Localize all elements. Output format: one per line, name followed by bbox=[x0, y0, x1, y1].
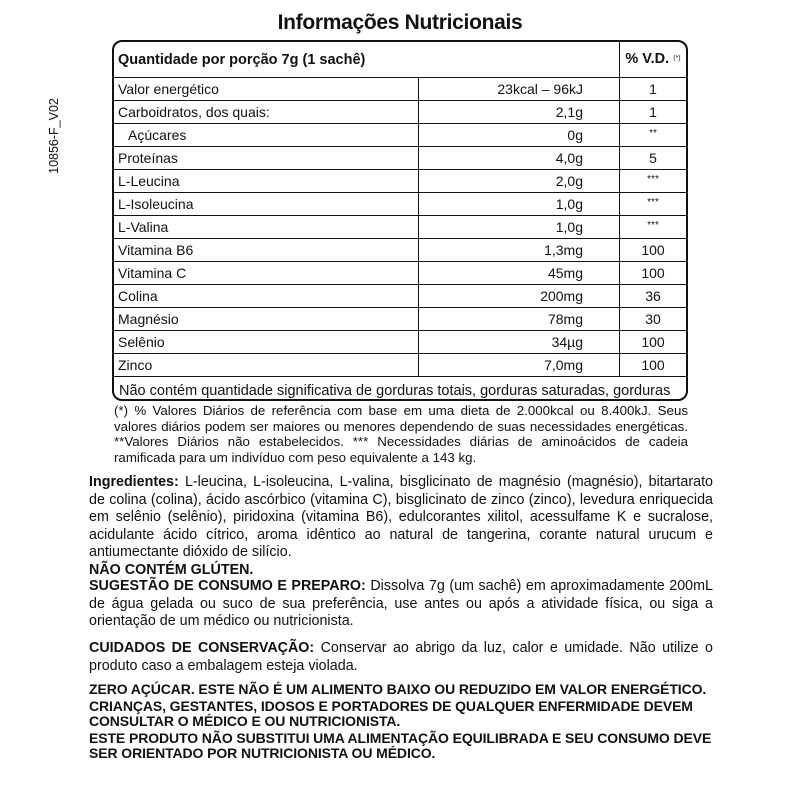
nutrient-row bbox=[114, 285, 686, 308]
table-note: Não contém quantidade significativa de gorduras totais, gorduras saturadas, gorduras bbox=[119, 383, 671, 399]
nutrient-row bbox=[114, 147, 686, 170]
nutrient-vd: 1 bbox=[620, 101, 687, 124]
nutrition-table bbox=[112, 40, 688, 401]
suggestion-section bbox=[89, 578, 713, 631]
nutrient-row bbox=[114, 216, 686, 239]
nutrient-name: Carboidratos, dos quais: bbox=[114, 101, 419, 124]
product-code: 10856-F_V02 bbox=[47, 98, 61, 174]
care-label: CUIDADOS DE CONSERVAÇÃO: bbox=[89, 640, 315, 656]
table-note-row bbox=[114, 377, 686, 402]
care-section bbox=[89, 640, 713, 675]
nutrient-name: Zinco bbox=[114, 354, 419, 377]
ingredients-section bbox=[89, 474, 713, 579]
nutrient-row bbox=[114, 331, 686, 354]
nutrient-row bbox=[114, 354, 686, 377]
nutrient-name: Valor energético bbox=[114, 78, 419, 101]
nutrient-vd: 36 bbox=[620, 285, 687, 308]
warnings-section bbox=[89, 682, 713, 763]
suggestion-label: SUGESTÃO DE CONSUMO E PREPARO: bbox=[89, 578, 366, 594]
vd-header-label: % V.D. bbox=[625, 51, 670, 68]
suggestion-text: Dissolva 7g (um sachê) em aproximadamente 200mL de água gelada ou suco de sua preferência, use antes ou após a atividade física, ou siga a orientação de um médico ou nutricionista. bbox=[89, 578, 713, 629]
nutrient-vd: 100 bbox=[620, 262, 687, 285]
warning-line: CRIANÇAS, GESTANTES, IDOSOS E PORTADORES DE QUALQUER ENFERMIDADE DEVEM CONSULTAR O MÉDICO E OU NUTRICIONISTA. bbox=[89, 697, 693, 729]
ingredients-text: L-leucina, L-isoleucina, L-valina, bisglicinato de magnésio (magnésio), bitartarato de colina (colina), ácido ascórbico (vitamina C), bisglicinato de zinco (zinco), levedura enriquecida em selênio (selênio), piridoxina (vitamina B6), edulcorantes xilitol, acessulfame K e sucralose, acidulante ácido cítrico, aroma idêntico ao natural de tangerina, corante natural urucum e antiumectante dióxido de silício. bbox=[89, 474, 713, 560]
nutrient-vd: 100 bbox=[620, 239, 687, 262]
nutrient-row bbox=[114, 170, 686, 193]
nutrient-vd: 1 bbox=[620, 78, 687, 101]
nutrient-vd: ** bbox=[620, 124, 687, 147]
nutrient-row bbox=[114, 239, 686, 262]
nutrient-name: L-Isoleucina bbox=[114, 193, 419, 216]
nutrient-amount: 4,0g bbox=[419, 147, 620, 170]
nutrient-amount: 7,0mg bbox=[419, 354, 620, 377]
daily-values-footnote: (*) % Valores Diários de referência com base em uma dieta de 2.000kcal ou 8.400kJ. Seus valores diários podem ser maiores ou menores dependendo de suas necessidades energéticas. **Valores Diários não estabelecidos. *** Necessidades diárias de aminoácidos de cadeia ramificada para um indivíduo com peso equivalente a 143 kg. bbox=[114, 403, 688, 465]
nutrient-row bbox=[114, 308, 686, 331]
nutrient-vd: 100 bbox=[620, 331, 687, 354]
nutrient-amount: 2,1g bbox=[419, 101, 620, 124]
warning-line: ZERO AÇÚCAR. ESTE NÃO É UM ALIMENTO BAIXO OU REDUZIDO EM VALOR ENERGÉTICO. bbox=[89, 681, 707, 697]
nutrient-row bbox=[114, 124, 686, 147]
nutrient-name: Selênio bbox=[114, 331, 419, 354]
table-header-row bbox=[114, 42, 686, 78]
nutrient-amount: 78mg bbox=[419, 308, 620, 331]
nutrient-vd: *** bbox=[620, 170, 687, 193]
nutrient-vd: 100 bbox=[620, 354, 687, 377]
nutrient-row bbox=[114, 262, 686, 285]
nutrient-name: Magnésio bbox=[114, 308, 419, 331]
nutrient-amount: 1,0g bbox=[419, 216, 620, 239]
care-text: Conservar ao abrigo da luz, calor e umidade. Não utilize o produto caso a embalagem esteja violada. bbox=[89, 640, 714, 674]
nutrient-vd: *** bbox=[620, 193, 687, 216]
nutrient-amount: 0g bbox=[419, 124, 620, 147]
nutrient-name: Proteínas bbox=[114, 147, 419, 170]
nutrient-amount: 2,0g bbox=[419, 170, 620, 193]
nutrient-name: Colina bbox=[114, 285, 419, 308]
nutrient-row bbox=[114, 101, 686, 124]
nutrient-name: Açúcares bbox=[114, 124, 419, 147]
nutrient-amount: 1,3mg bbox=[419, 239, 620, 262]
portion-header: Quantidade por porção 7g (1 sachê) bbox=[114, 42, 620, 78]
nutrient-amount: 1,0g bbox=[419, 193, 620, 216]
nutrient-amount: 34µg bbox=[419, 331, 620, 354]
nutrient-vd: *** bbox=[620, 216, 687, 239]
nutrient-row bbox=[114, 78, 686, 101]
nutrition-grid bbox=[114, 42, 686, 401]
nutrient-name: L-Valina bbox=[114, 216, 419, 239]
nutrient-row bbox=[114, 193, 686, 216]
gluten-statement: NÃO CONTÉM GLÚTEN. bbox=[89, 561, 254, 578]
ingredients-label: Ingredientes: bbox=[89, 474, 179, 490]
nutrient-name: L-Leucina bbox=[114, 170, 419, 193]
nutrient-name: Vitamina B6 bbox=[114, 239, 419, 262]
page-title: Informações Nutricionais bbox=[277, 11, 523, 34]
nutrient-name: Vitamina C bbox=[114, 262, 419, 285]
vd-header bbox=[620, 42, 687, 78]
vd-header-note: (*) bbox=[673, 55, 681, 63]
nutrient-amount: 45mg bbox=[419, 262, 620, 285]
warning-line: ESTE PRODUTO NÃO SUBSTITUI UMA ALIMENTAÇÃO EQUILIBRADA E SEU CONSUMO DEVE SER ORIENTADO POR NUTRICIONISTA OU MÉDICO. bbox=[89, 729, 712, 761]
nutrient-amount: 200mg bbox=[419, 285, 620, 308]
nutrient-vd: 30 bbox=[620, 308, 687, 331]
nutrient-amount: 23kcal – 96kJ bbox=[419, 78, 620, 101]
nutrient-vd: 5 bbox=[620, 147, 687, 170]
